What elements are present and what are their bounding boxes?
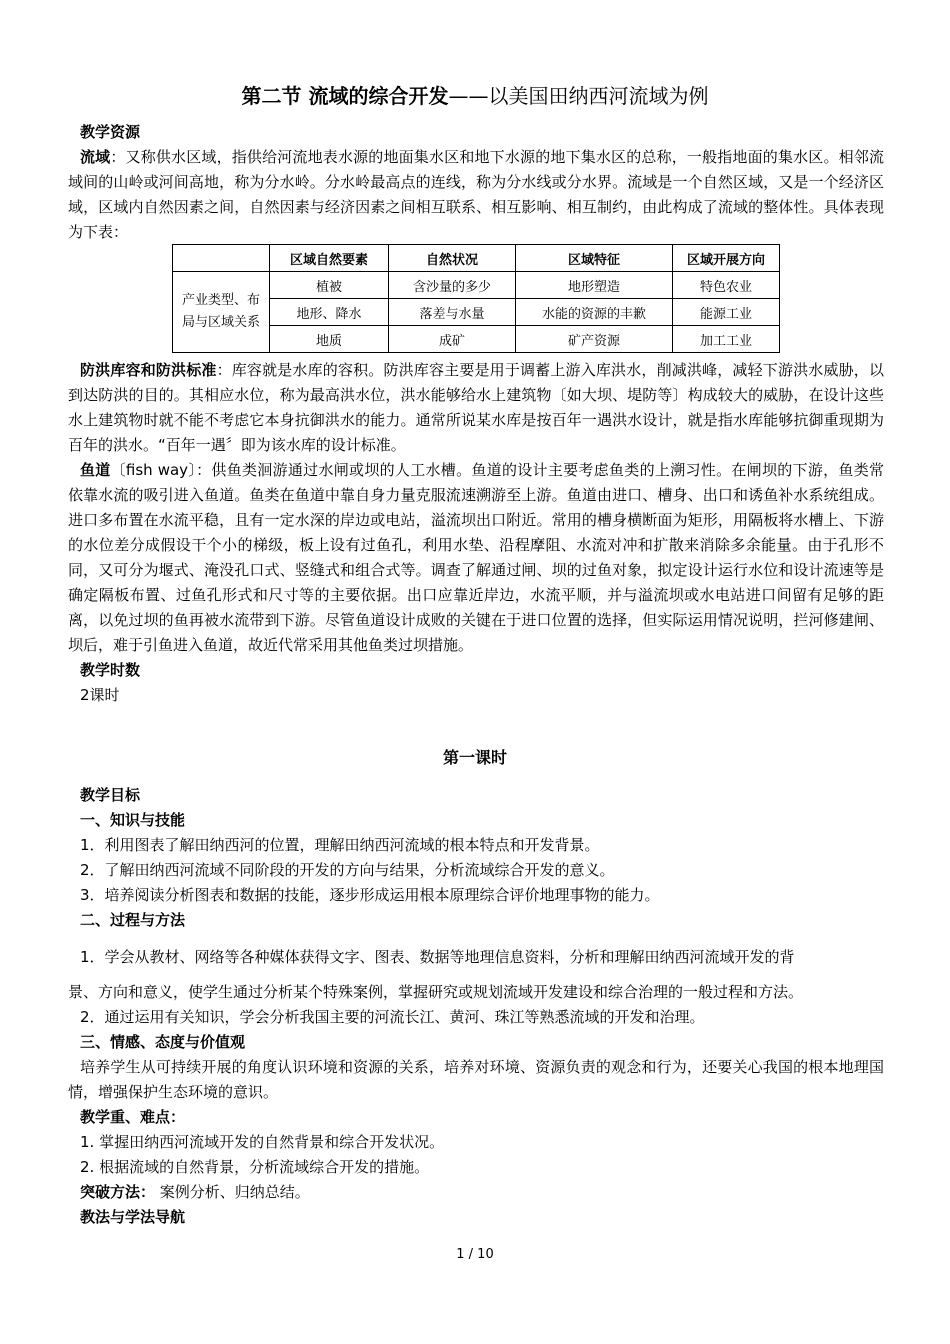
table-cell: 落差与水量: [389, 299, 516, 326]
table-cell: 地形、降水: [270, 299, 389, 326]
knowledge-item: 3．培养阅读分析图表和数据的技能，逐步形成运用根本原理综合评价地理事物的能力。: [80, 886, 660, 904]
table-cell: 地形塑造: [516, 272, 673, 299]
flood-fish-section: [68, 358, 884, 708]
basin-table: [172, 244, 780, 353]
table-header-cell: 自然状况: [389, 245, 516, 272]
table-cell: 地质: [270, 326, 389, 353]
table-cell: 成矿: [389, 326, 516, 353]
table-header-cell: [173, 245, 270, 272]
basin-text: ：又称供水区域，指供给河流地表水源的地面集水区和地下水源的地下集水区的总称，一般指地面的集水区。相邻流域间的山岭或河间高地，称为分水岭。分水岭最高点的连线，称为分水线或分水界。流域是一个自然区域，又是一个经济区域，区域内自然因素之间，自然因素与经济因素之间相互联系、相互影响、相互制约，由此构成了流域的整体性。具体表现为下表：: [68, 148, 884, 241]
page-number: 1 / 10: [456, 1247, 494, 1262]
title-sub: ——以美国田纳西河流域为例: [448, 84, 709, 108]
resources-section: [68, 120, 884, 245]
process-heading: 二、过程与方法: [80, 911, 186, 929]
fishway-paragraph: [68, 458, 884, 658]
table-cell: 特色农业: [673, 272, 780, 299]
hours-value: 2课时: [80, 686, 120, 704]
table-header-cell: 区域自然要素: [270, 245, 389, 272]
table-header-row: [173, 245, 780, 272]
attitude-heading: 三、情感、态度与价值观: [80, 1033, 246, 1051]
table-cell: 矿产资源: [516, 326, 673, 353]
page-title: [0, 82, 950, 110]
lesson-title: 第一课时: [442, 748, 507, 767]
keypoints-heading: 教学重、难点：: [80, 1108, 186, 1126]
process-item: 2．通过运用有关知识，学会分析我国主要的河流长江、黄河、珠江等熟悉流域的开发和治理。: [80, 1008, 705, 1026]
goals-heading: 教学目标: [80, 786, 141, 804]
fishway-text: 〔fish way〕：供鱼类洄游通过水闸或坝的人工水槽。鱼道的设计主要考虑鱼类的上溯习性。在闸坝的下游，鱼类常依靠水流的吸引进入鱼道。鱼类在鱼道中靠自身力量克服流速溯游至上游。鱼道由进口、槽身、出口和诱鱼补水系统组成。进口多布置在水流平稳，且有一定水深的岸边或电站，溢流坝出口附近。常用的槽身横断面为矩形，用隔板将水槽上、下游的水位差分成假设干个小的梯级，板上设有过鱼孔，利用水垫、沿程摩阻、水流对冲和扩散来消除多余能量。由于孔形不同，又可分为堰式、淹没孔口式、竖缝式和组合式等。调查了解通过闸、坝的过鱼对象，拟定设计运行水位和设计流速等是确定隔板布置、过鱼孔形式和尺寸等的主要依据。出口应靠近岸边，水流平顺，并与溢流坝或水电站进口间留有足够的距离，以免过坝的鱼再被水流带到下游。尽管鱼道设计成败的关键在于进口位置的选择，但实际运用情况说明，拦河修建闸、坝后，难于引鱼进入鱼道，故近代常采用其他鱼类过坝措施。: [68, 461, 884, 654]
flood-paragraph: [68, 358, 884, 458]
table-row-label: 产业类型、布局与区域关系: [173, 272, 270, 353]
table-header-cell: 区域开展方向: [673, 245, 780, 272]
method-text: 案例分析、归纳总结。: [155, 1183, 310, 1201]
process-item-line: 景、方向和意义，使学生通过分析某个特殊案例，掌握研究或规划流域开发建设和综合治理的一般过程和方法。: [68, 983, 804, 1001]
keypoint-item: 1. 掌握田纳西河流域开发的自然背景和综合开发状况。: [80, 1133, 445, 1151]
resources-heading: 教学资源: [80, 123, 141, 141]
table-cell: 含沙量的多少: [389, 272, 516, 299]
table-cell: 能源工业: [673, 299, 780, 326]
keypoint-item: 2. 根据流域的自然背景，分析流域综合开发的措施。: [80, 1158, 430, 1176]
teaching-nav-heading: 教法与学法导航: [80, 1208, 186, 1226]
process-item-line: 1．学会从教材、网络等各种媒体获得文字、图表、数据等地理信息资料，分析和理解田纳西河流域开发的背: [80, 948, 795, 966]
flood-term: 防洪库容和防洪标准: [80, 361, 217, 379]
method-line: [68, 1180, 884, 1205]
goals-section: [68, 783, 884, 1230]
fishway-term: 鱼道: [80, 461, 111, 479]
table-row: [173, 272, 780, 299]
method-label: 突破方法：: [80, 1183, 156, 1201]
title-main: 第二节 流域的综合开发: [241, 84, 449, 108]
table-header-cell: 区域特征: [516, 245, 673, 272]
attitude-text: 培养学生从可持续开展的角度认识环境和资源的关系，培养对环境、资源负责的观念和行为，还要关心我国的根本地理国情，增强保护生态环境的意识。: [68, 1058, 884, 1101]
knowledge-item: 2．了解田纳西河流域不同阶段的开发的方向与结果，分析流域综合开发的意义。: [80, 861, 615, 879]
table-cell: 水能的资源的丰歉: [516, 299, 673, 326]
knowledge-item: 1．利用图表了解田纳西河的位置，理解田纳西河流域的根本特点和开发背景。: [80, 836, 600, 854]
knowledge-heading: 一、知识与技能: [80, 811, 186, 829]
flood-text: ：库容就是水库的容积。防洪库容主要是用于调蓄上游入库洪水，削减洪峰，减轻下游洪水威胁，以到达防洪的目的。其相应水位，称为最高洪水位，洪水能够给水上建筑物〔如大坝、堤防等〕构成较大的威胁，在设计这些水上建筑物时就不能不考虑它本身抗御洪水的能力。通常所说某水库是按百年一遇洪水设计，就是指水库能够抗御重现期为百年的洪水。“百年一遇〞即为该水库的设计标准。: [68, 361, 884, 454]
table-cell: 加工工业: [673, 326, 780, 353]
basin-term: 流域: [80, 148, 111, 166]
basin-paragraph: [68, 145, 884, 245]
table-cell: 植被: [270, 272, 389, 299]
hours-heading: 教学时数: [80, 661, 141, 679]
